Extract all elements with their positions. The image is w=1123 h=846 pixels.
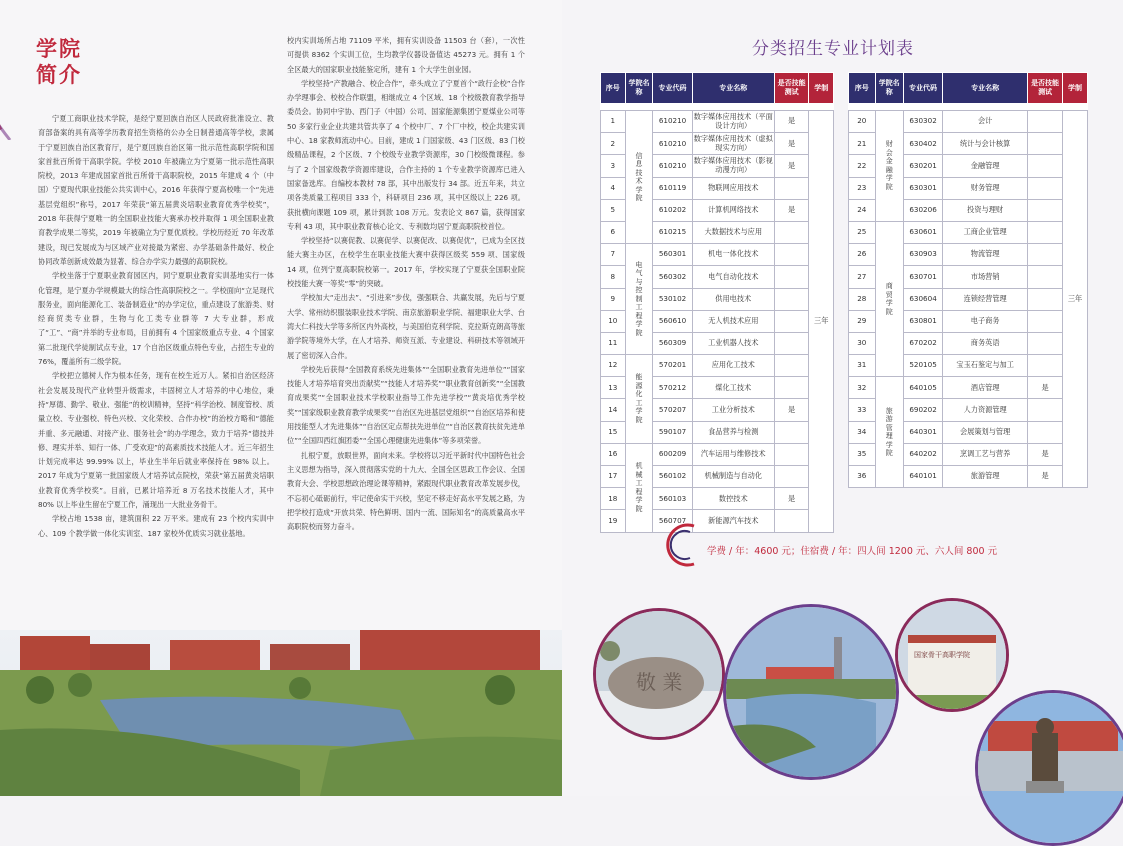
major-name: 旅游管理 bbox=[943, 466, 1028, 488]
major-name: 统计与会计核算 bbox=[943, 133, 1028, 155]
major-name: 物联网应用技术 bbox=[692, 177, 774, 199]
major-code: 630402 bbox=[903, 133, 942, 155]
skill-test bbox=[1028, 288, 1063, 310]
major-name: 烹调工艺与营养 bbox=[943, 443, 1028, 465]
major-code: 530102 bbox=[653, 288, 692, 310]
table-row bbox=[601, 111, 834, 133]
major-code: 570212 bbox=[653, 377, 692, 399]
paragraph: 学校坚持“以赛促教、以赛促学、以赛促改、以赛促优”，已成为全区技能大赛主办区，在校学生在职业技能大赛中获得区级奖 559 项、国家级 14 项，位列宁夏高职院校第一。2017 年，学校实现了宁夏获全国职业院校技能大赛一等奖“零”的突破。 bbox=[287, 236, 525, 289]
skill-test bbox=[774, 377, 809, 399]
major-code: 690202 bbox=[903, 399, 942, 421]
header-major: 专业名称 bbox=[692, 73, 774, 104]
table-row bbox=[849, 111, 1088, 133]
row-number: 13 bbox=[601, 377, 626, 399]
college-name: 商 贸 学 院 bbox=[875, 221, 903, 376]
header-skill-test: 是否技能测试 bbox=[774, 73, 809, 104]
major-code: 560102 bbox=[653, 466, 692, 488]
row-number: 30 bbox=[849, 332, 876, 354]
major-name: 工业分析技术 bbox=[692, 399, 774, 421]
header-code: 专业代码 bbox=[653, 73, 692, 104]
row-number: 32 bbox=[849, 377, 876, 399]
row-number: 19 bbox=[601, 510, 626, 532]
skill-test: 是 bbox=[774, 111, 809, 133]
major-code: 600209 bbox=[653, 443, 692, 465]
skill-test bbox=[774, 288, 809, 310]
skill-test: 是 bbox=[774, 199, 809, 221]
major-name: 无人机技术应用 bbox=[692, 310, 774, 332]
row-number: 35 bbox=[849, 443, 876, 465]
table-row bbox=[601, 355, 834, 377]
row-number: 9 bbox=[601, 288, 626, 310]
table-row bbox=[849, 377, 1088, 399]
plan-table-left bbox=[600, 72, 834, 533]
row-number: 5 bbox=[601, 199, 626, 221]
header-duration: 学制 bbox=[809, 73, 834, 104]
photo-stone-calligraphy bbox=[593, 608, 725, 740]
row-number: 15 bbox=[601, 421, 626, 443]
photo-statue bbox=[975, 690, 1123, 846]
skill-test bbox=[1028, 221, 1063, 243]
major-code: 640301 bbox=[903, 421, 942, 443]
skill-test bbox=[1028, 133, 1063, 155]
plan-table-right bbox=[848, 72, 1088, 488]
major-name: 电子商务 bbox=[943, 310, 1028, 332]
major-code: 560309 bbox=[653, 332, 692, 354]
skill-test bbox=[774, 510, 809, 532]
duration: 三年 bbox=[809, 111, 834, 533]
row-number: 14 bbox=[601, 399, 626, 421]
row-number: 1 bbox=[601, 111, 626, 133]
table-header-row bbox=[601, 73, 834, 104]
college-name: 信 息 技 术 学 院 bbox=[625, 111, 653, 244]
major-code: 610215 bbox=[653, 221, 692, 243]
major-code: 560103 bbox=[653, 488, 692, 510]
row-number: 4 bbox=[601, 177, 626, 199]
header-major: 专业名称 bbox=[943, 73, 1028, 104]
major-code: 630701 bbox=[903, 266, 942, 288]
major-name: 数控技术 bbox=[692, 488, 774, 510]
major-code: 560301 bbox=[653, 244, 692, 266]
row-number: 20 bbox=[849, 111, 876, 133]
row-number: 34 bbox=[849, 421, 876, 443]
skill-test bbox=[1028, 332, 1063, 354]
paragraph: 宁夏工商职业技术学院，是经宁夏回族自治区人民政府批准设立、教育部备案的具有高等学历教育招生资格的公办全日制普通高等学校，隶属于宁夏回族自治区教育厅，是宁夏回族自治区第一批示范性高职学院和国家首批百所骨干高职学院。学校 2010 年被确立为宁夏第一批示范性高职院校，2013 年建成国家首批百所骨干高职院校，2015 年建成 4 个（中国）宁夏现代职业技能公共实训中心，2016 年获得宁夏高校唯一个“先进基层党组织”称号，2017 年荣获“第五届黄炎培职业教育优秀学校奖”，2018 年获得宁夏唯一的全国职业技能大赛承办校并取得 1 项全国职业教育教学成果二等奖，2019 年被确立为宁夏优质校。学校历经近 70 年改革建设，现已发展成为与区域产业对接最为紧密、办学基础条件最好、校企协同改革创新成效最为显著、综合办学实力最强的高职院校。 bbox=[38, 114, 274, 266]
skill-test bbox=[1028, 111, 1063, 133]
major-name: 机械制造与自动化 bbox=[692, 466, 774, 488]
row-number: 31 bbox=[849, 355, 876, 377]
row-number: 33 bbox=[849, 399, 876, 421]
fee-info: 学费 / 年：4600 元；住宿费 / 年：四人间 1200 元、六人间 800 元 bbox=[707, 546, 998, 557]
major-code: 560610 bbox=[653, 310, 692, 332]
row-number: 28 bbox=[849, 288, 876, 310]
row-number: 12 bbox=[601, 355, 626, 377]
skill-test bbox=[1028, 310, 1063, 332]
header-no: 序号 bbox=[849, 73, 876, 104]
intro-column-2 bbox=[287, 34, 525, 534]
major-name: 机电一体化技术 bbox=[692, 244, 774, 266]
major-name: 工商企业管理 bbox=[943, 221, 1028, 243]
college-name: 能 源 化 工 学 院 bbox=[625, 355, 653, 444]
paragraph: 学校加大“走出去”、“引进来”步伐，强强联合、共赢发展，先后与宁夏大学、常州纺织服装职业技术学院、南京旅游职业学院、福建职业大学、台湾大仁科技大学等多所区内外高校，与美国伯克利学院、克拉斯克朗高等旅游学院等境外大学，在人才培养、师资互派、专业建设、科研技术等领域开展了密切深入合作。 bbox=[287, 293, 525, 360]
major-code: 610119 bbox=[653, 177, 692, 199]
header-college: 学院名称 bbox=[625, 73, 653, 104]
college-name: 旅 游 管 理 学 院 bbox=[875, 377, 903, 488]
major-name: 应用化工技术 bbox=[692, 355, 774, 377]
row-number: 26 bbox=[849, 244, 876, 266]
major-code: 630206 bbox=[903, 199, 942, 221]
row-number: 16 bbox=[601, 443, 626, 465]
major-code: 630903 bbox=[903, 244, 942, 266]
major-code: 520105 bbox=[903, 355, 942, 377]
major-name: 会展策划与管理 bbox=[943, 421, 1028, 443]
skill-test: 是 bbox=[774, 399, 809, 421]
row-number: 11 bbox=[601, 332, 626, 354]
photo-gate bbox=[895, 598, 1009, 712]
paragraph: 学校占地 1538 亩，建筑面积 22 万平米。建成有 23 个校内实训中心、109 个教学做一体化实训室、187 家校外优质实习就业基地。 bbox=[38, 514, 274, 538]
table-row bbox=[601, 244, 834, 266]
skill-test: 是 bbox=[774, 488, 809, 510]
skill-test: 是 bbox=[774, 155, 809, 177]
major-code: 630301 bbox=[903, 177, 942, 199]
table-row bbox=[849, 221, 1088, 243]
college-name: 电 气 与 控 制 工 程 学 院 bbox=[625, 244, 653, 355]
photo-campus-lake bbox=[723, 604, 899, 780]
row-number: 24 bbox=[849, 199, 876, 221]
skill-test bbox=[1028, 177, 1063, 199]
paragraph: 学校坚持“产教融合、校企合作”，牵头成立了宁夏首个“政行企校”合作办学理事会、校校合作联盟，相继成立 4 个区域、18 个校级教育教学指导委员会。协同中宇协、西门子（中国）公司、国家能源集团宁夏煤业公司等 50 多家行业企业共建共管共享了 4 个校中厂、7 个厂中校，校企共建实训中心、18 家教师流动中心。目前，建成 1 门国家级、43 门区级、83 门校级精品课程，2 个区级、7 个校级专业教学资源库，30 门校级微课程。参与了 2 个国家级教学资源库建设，合作主持的 1 个专业教学资源库已进入国家备选库。自编校本教材 78 部，其中出版发行 34 部。近五年来，共立项各类质量工程项目 333 个，科研项目 236 项，其中区级以上 226 项。获批横向课题 109 项，累计到款 108 万元。发表论文 867 篇，获得国家专利 43 项，其中职业教育核心论文、专利数均居宁夏高职院校首位。 bbox=[287, 78, 525, 231]
major-name: 工业机器人技术 bbox=[692, 332, 774, 354]
skill-test bbox=[774, 177, 809, 199]
skill-test bbox=[774, 266, 809, 288]
major-code: 560707 bbox=[653, 510, 692, 532]
major-code: 610210 bbox=[653, 133, 692, 155]
header-code: 专业代码 bbox=[903, 73, 942, 104]
paragraph: 扎根宁夏，放眼世界，面向未来。学校将以习近平新时代中国特色社会主义思想为指导，深入贯彻落实党的十九大、全国全区思政工作会议、全国教育大会、学校思想政治理论课等精神，紧跟现代职业教育改革发展步伐，不忘初心砥砺前行，牢记使命实干兴校，坚定不移走好高水平发展之路，为把学校打造成“开放共荣、特色鲜明、国内一流、国际知名”的高质量高水平高职院校而努力奋斗。 bbox=[287, 450, 525, 532]
skill-test: 是 bbox=[774, 133, 809, 155]
major-name: 物流管理 bbox=[943, 244, 1028, 266]
skill-test bbox=[1028, 155, 1063, 177]
major-code: 570207 bbox=[653, 399, 692, 421]
row-number: 18 bbox=[601, 488, 626, 510]
major-name: 计算机网络技术 bbox=[692, 199, 774, 221]
skill-test bbox=[774, 421, 809, 443]
row-number: 21 bbox=[849, 133, 876, 155]
left-page bbox=[0, 0, 562, 796]
major-name: 会计 bbox=[943, 111, 1028, 133]
major-name: 食品营养与检测 bbox=[692, 421, 774, 443]
skill-test bbox=[1028, 421, 1063, 443]
paragraph: 学校坐落于宁夏职业教育园区内，同宁夏职业教育实训基地实行一体化管理，是宁夏办学规模最大的综合性高职院校之一。学校面向“立足现代服务业，面向能源化工、装备制造业”的办学定位，重点建设了旅游类、财经商贸类专业群，生物与化工类专业群等 7 大专业群，形成了“工”、“商”并举的专业布局，目前拥有 4 个国家级重点专业、4 个国家第二批现代学徒制试点专业，17 个自治区级重点特色专业，占招生专业的 76%，覆盖所有二级学院。 bbox=[38, 271, 274, 367]
svg-text:敬 業: 敬 業 bbox=[636, 670, 683, 694]
skill-test bbox=[774, 466, 809, 488]
major-name: 酒店管理 bbox=[943, 377, 1028, 399]
skill-test bbox=[774, 244, 809, 266]
major-name: 商务英语 bbox=[943, 332, 1028, 354]
skill-test bbox=[1028, 399, 1063, 421]
paragraph: 学校把立德树人作为根本任务，现有在校生近万人。紧扣自治区经济社会发展及现代产业转型升级需求，丰固树立人才培养的中心地位，秉持“厚德、勤学、敬业、强能”的校训精神，坚持“科学治校、制度管校、质量立校、专业强校、特色兴校、文化荣校、合作办校”的治校方略和“德能并重、多元融通、对接产业、服务社会”的办学理念，致力于培养“德技并修、理实并举、知行一体、广受欢迎”的高素质技术技能人才。近三年招生计划完成率达 99.99% 以上，毕业生半年后就业率保持在 98% 以上。2017 年成为宁夏第一批国家级人才培养试点院校，荣获“第五届黄炎培职业教育优秀学校奖”。目前，已累计培养近 8 万名技术技能人才，其中 80% 以上毕业生留在宁夏工作，涌现出一大批业务骨干。 bbox=[38, 371, 274, 510]
header-college: 学院名称 bbox=[875, 73, 903, 104]
row-number: 2 bbox=[601, 133, 626, 155]
skill-test bbox=[774, 443, 809, 465]
major-name: 市场营销 bbox=[943, 266, 1028, 288]
major-code: 610210 bbox=[653, 111, 692, 133]
major-name: 数字媒体应用技术（虚拟现实方向） bbox=[692, 133, 774, 155]
major-name: 大数据技术与应用 bbox=[692, 221, 774, 243]
header-duration: 学制 bbox=[1063, 73, 1088, 104]
major-code: 670202 bbox=[903, 332, 942, 354]
skill-test: 是 bbox=[1028, 377, 1063, 399]
skill-test: 是 bbox=[1028, 466, 1063, 488]
row-number: 36 bbox=[849, 466, 876, 488]
row-number: 29 bbox=[849, 310, 876, 332]
row-number: 27 bbox=[849, 266, 876, 288]
row-number: 23 bbox=[849, 177, 876, 199]
plan-title: 分类招生专业计划表 bbox=[752, 39, 914, 59]
paragraph: 学校先后获得“全国教育系统先进集体”“全国职业教育先进单位”“国家技能人才培养培育突出贡献奖”“技能人才培养奖”“职业教育创新奖”“全国教育成果奖”“全国职业技术学校职业指导工作先进学校”“黄炎培优秀学校奖”“国家级职业教育教学成果奖”“自治区先进基层党组织”“自治区培养和使用技能型人才先进集体”“自治区定点帮扶先进单位”“自治区教育扶贫先进单位”“全国四西红旗团委”“全国心理健康先进集体”等多项荣誉。 bbox=[287, 364, 525, 446]
major-code: 590107 bbox=[653, 421, 692, 443]
major-code: 640105 bbox=[903, 377, 942, 399]
major-code: 630601 bbox=[903, 221, 942, 243]
row-number: 17 bbox=[601, 466, 626, 488]
major-code: 610210 bbox=[653, 155, 692, 177]
skill-test bbox=[1028, 266, 1063, 288]
major-code: 630201 bbox=[903, 155, 942, 177]
section-title: 学院 简介 bbox=[36, 37, 82, 87]
header-skill-test: 是否技能测试 bbox=[1028, 73, 1063, 104]
table-row bbox=[601, 443, 834, 465]
major-code: 610202 bbox=[653, 199, 692, 221]
major-name: 人力资源管理 bbox=[943, 399, 1028, 421]
row-number: 10 bbox=[601, 310, 626, 332]
row-number: 3 bbox=[601, 155, 626, 177]
duration: 三年 bbox=[1063, 111, 1088, 488]
skill-test bbox=[774, 332, 809, 354]
major-name: 电气自动化技术 bbox=[692, 266, 774, 288]
college-name: 财 会 金 融 学 院 bbox=[875, 111, 903, 222]
major-name: 宝玉石鉴定与加工 bbox=[943, 355, 1028, 377]
fee-arc-decoration bbox=[660, 522, 700, 568]
skill-test bbox=[1028, 355, 1063, 377]
major-code: 630801 bbox=[903, 310, 942, 332]
gate-sign: 国家骨干高职学院 bbox=[914, 651, 970, 659]
header-no: 序号 bbox=[601, 73, 626, 104]
row-number: 7 bbox=[601, 244, 626, 266]
major-name: 数字媒体应用技术（影视动漫方向） bbox=[692, 155, 774, 177]
major-code: 640101 bbox=[903, 466, 942, 488]
skill-test bbox=[774, 310, 809, 332]
major-code: 640202 bbox=[903, 443, 942, 465]
skill-test bbox=[1028, 244, 1063, 266]
major-name: 投资与理财 bbox=[943, 199, 1028, 221]
table-header-row bbox=[849, 73, 1088, 104]
major-code: 560302 bbox=[653, 266, 692, 288]
row-number: 6 bbox=[601, 221, 626, 243]
paragraph: 校内实训场所占地 71109 平米，拥有实训设备 11503 台（套），一次性可提供 8362 个实训工位，生均教学仪器设备值达 45273 元。拥有 1 个全区最大的国家职业技能鉴定所，建有 1 个大学生创业园。 bbox=[287, 36, 525, 74]
major-name: 财务管理 bbox=[943, 177, 1028, 199]
row-number: 25 bbox=[849, 221, 876, 243]
row-number: 22 bbox=[849, 155, 876, 177]
skill-test: 是 bbox=[1028, 443, 1063, 465]
major-code: 630302 bbox=[903, 111, 942, 133]
row-number: 8 bbox=[601, 266, 626, 288]
intro-column-1 bbox=[38, 112, 274, 541]
major-name: 新能源汽车技术 bbox=[692, 510, 774, 532]
major-name: 数字媒体应用技术（平面设计方向） bbox=[692, 111, 774, 133]
major-name: 煤化工技术 bbox=[692, 377, 774, 399]
major-name: 供用电技术 bbox=[692, 288, 774, 310]
skill-test bbox=[1028, 199, 1063, 221]
college-name: 机 械 工 程 学 院 bbox=[625, 443, 653, 532]
major-name: 连锁经营管理 bbox=[943, 288, 1028, 310]
major-code: 570201 bbox=[653, 355, 692, 377]
skill-test bbox=[774, 355, 809, 377]
major-name: 金融管理 bbox=[943, 155, 1028, 177]
campus-photo bbox=[0, 630, 562, 796]
major-code: 630604 bbox=[903, 288, 942, 310]
skill-test bbox=[774, 221, 809, 243]
major-name: 汽车运用与维修技术 bbox=[692, 443, 774, 465]
